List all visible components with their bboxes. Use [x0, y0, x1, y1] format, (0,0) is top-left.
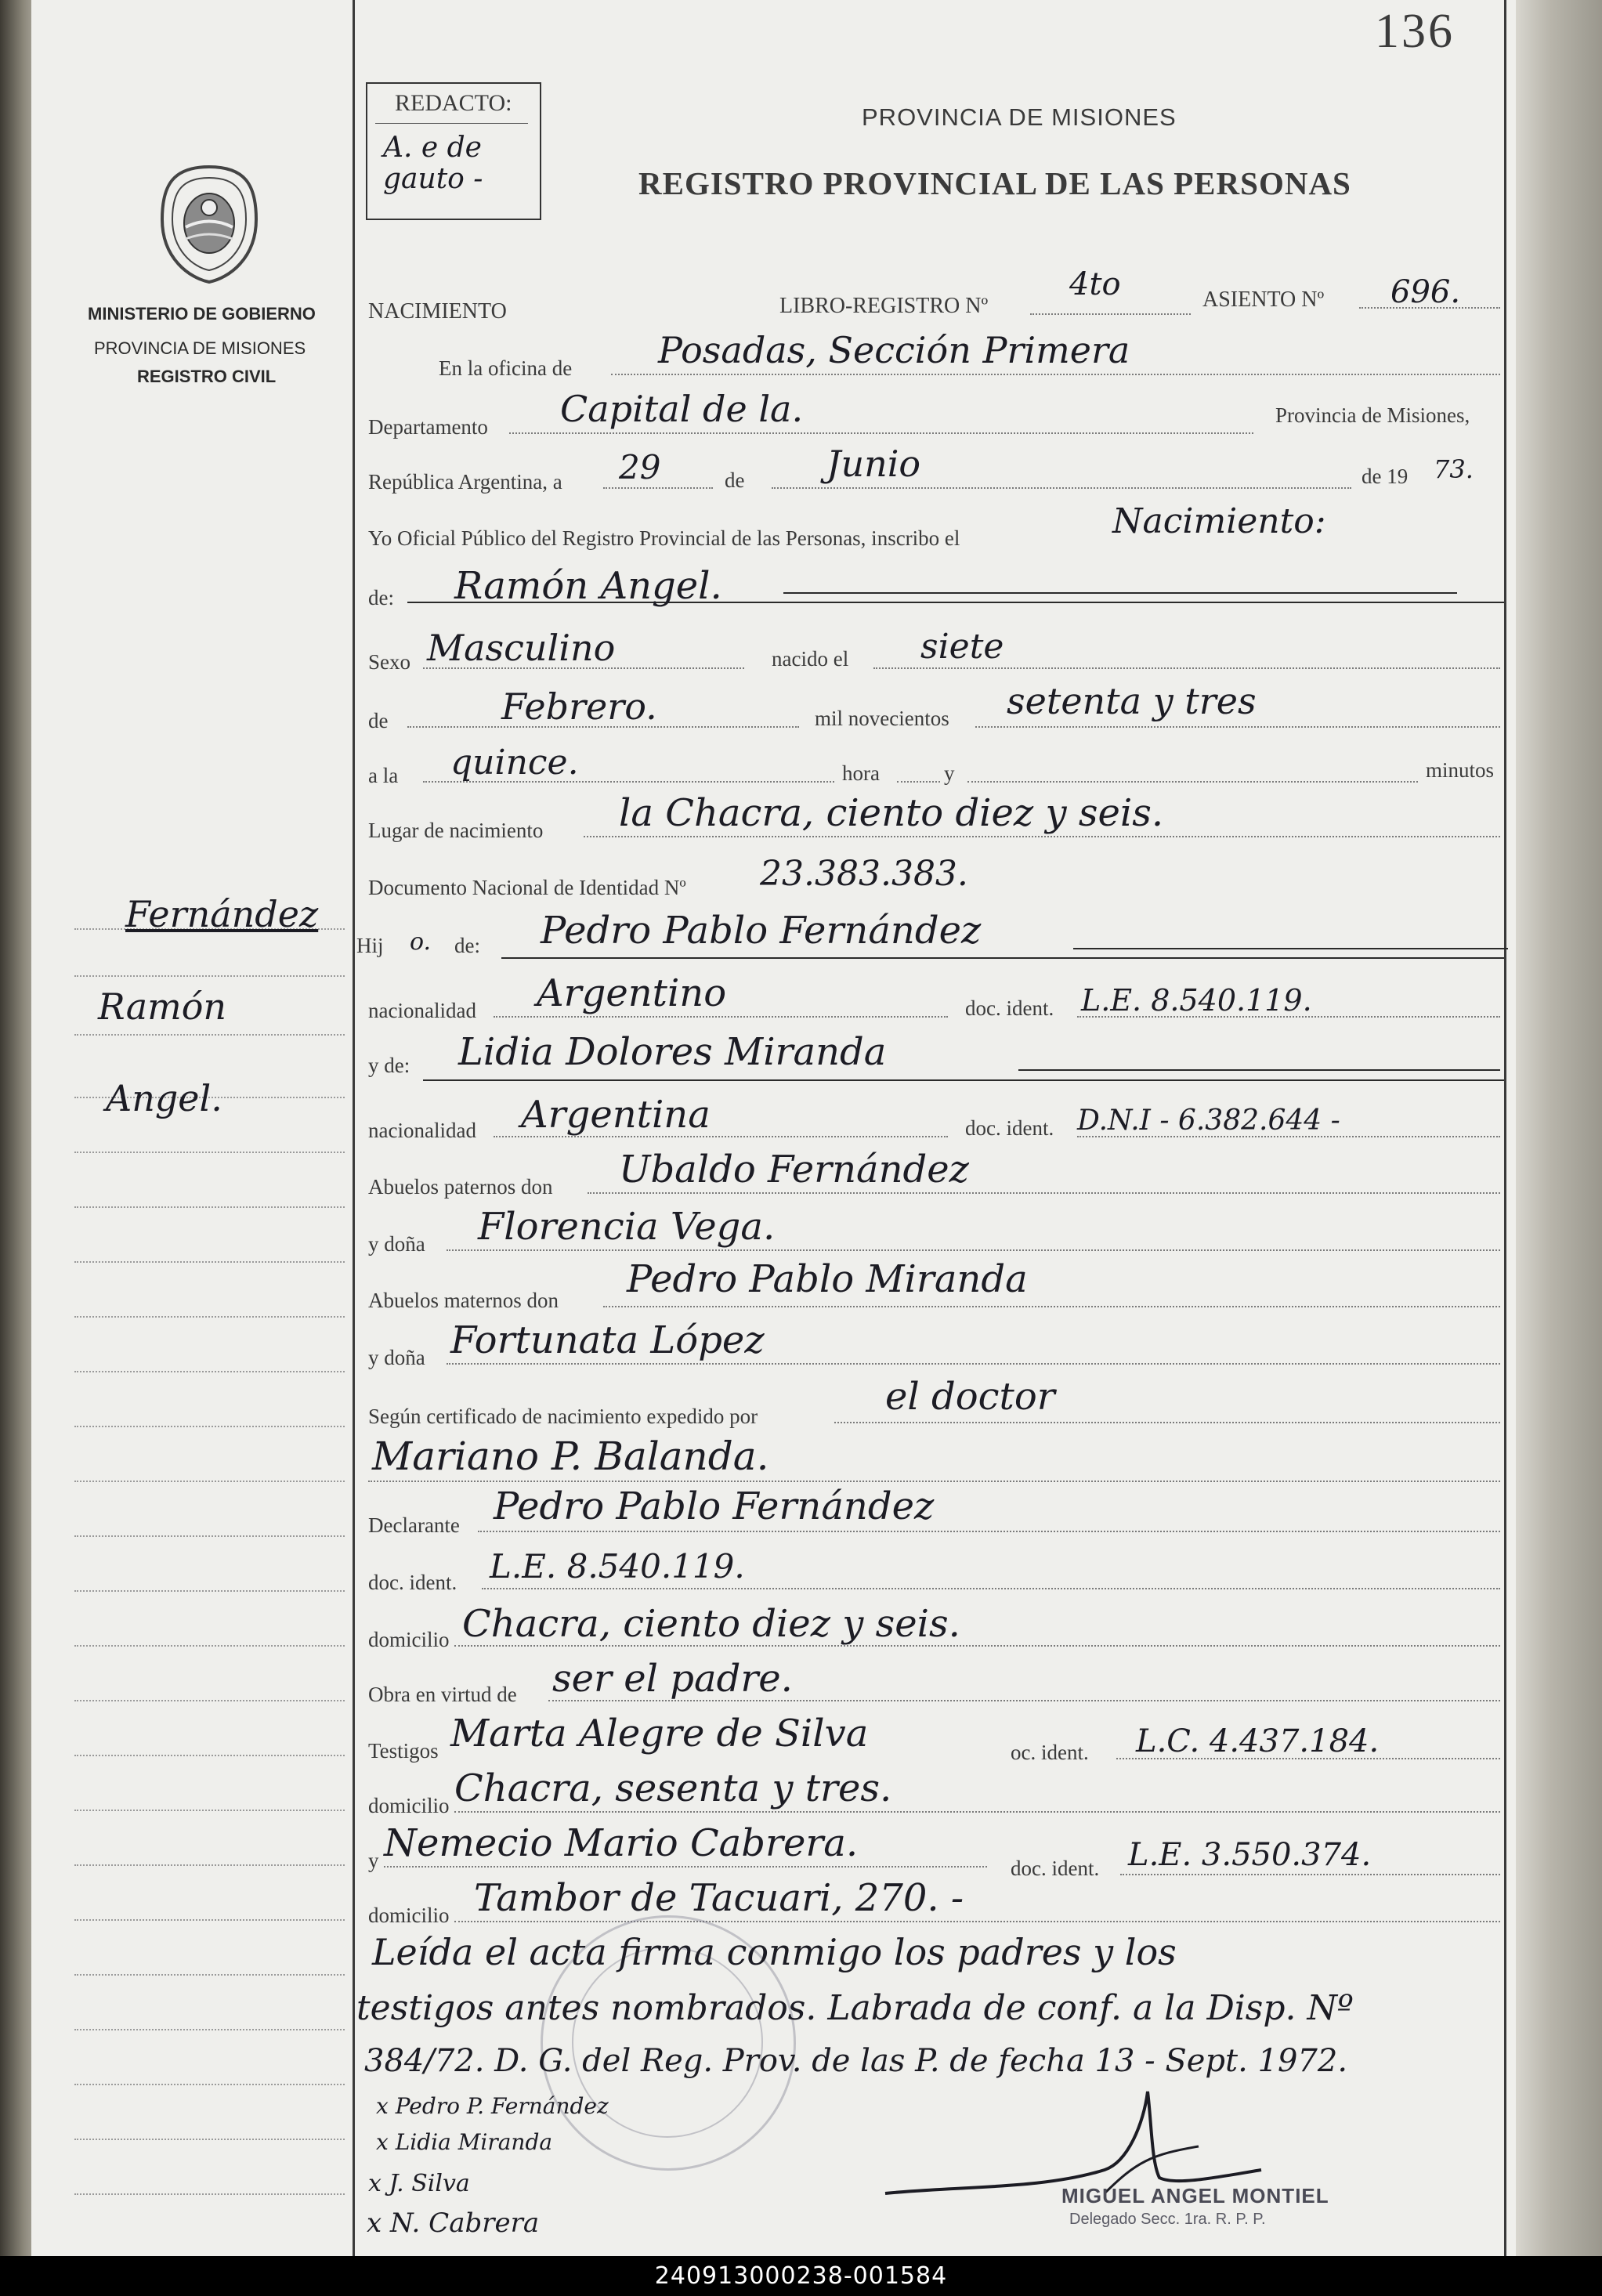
margin-line [74, 2029, 345, 2030]
value-certificado: el doctor [885, 1375, 1055, 1419]
margin-line [74, 1034, 345, 1036]
closing-line1: Leída el acta firma conmigo los padres y los [372, 1931, 1177, 1973]
ministry-line1: MINISTERIO DE GOBIERNO [88, 304, 316, 324]
label-y-dona-mat: y doña [368, 1346, 425, 1369]
label-oficina: En la oficina de [439, 356, 573, 380]
field-line [588, 1192, 1500, 1194]
label-a-la: a la [368, 764, 399, 787]
field-line [384, 1866, 987, 1868]
margin-surname: Fernández [125, 893, 319, 935]
margin-line [74, 2139, 345, 2140]
margin-line [74, 2084, 345, 2085]
label-mil: mil novecientos [815, 707, 949, 730]
registry-heading: REGISTRO PROVINCIAL DE LAS PERSONAS [638, 165, 1351, 201]
margin-line [74, 1206, 345, 1208]
value-mes: Junio [826, 443, 921, 485]
field-line [454, 1921, 1500, 1922]
signature-testigo1: x J. Silva [368, 2170, 470, 2197]
label-doc-ident-decl: doc. ident. [368, 1571, 457, 1594]
label-abuelos-pat: Abuelos paternos don [368, 1175, 553, 1199]
label-hora: hora [842, 761, 880, 785]
value-nac-padre: Argentino [537, 971, 727, 1015]
margin-line [74, 1535, 345, 1537]
label-obra: Obra en virtud de [368, 1683, 517, 1706]
value-doc-padre: L.E. 8.540.119. [1081, 983, 1312, 1018]
label-minutos: minutos [1426, 758, 1495, 782]
label-de: de [725, 468, 745, 492]
page-edges [1516, 0, 1602, 2256]
value-anio-nac: setenta y tres [1007, 680, 1257, 722]
margin-line [74, 1810, 345, 1811]
field-line [1120, 1874, 1500, 1875]
value-obra: ser el padre. [552, 1657, 793, 1701]
value-doc-declarante: L.E. 8.540.119. [490, 1547, 745, 1586]
redacto-note: A. e de gauto - [383, 132, 483, 195]
value-abuelo-pat: Ubaldo Fernández [619, 1148, 969, 1191]
field-line [482, 1588, 1500, 1589]
right-rule [1504, 0, 1506, 2256]
margin-rule [353, 0, 355, 2256]
margin-line [74, 1590, 345, 1592]
official-name: MIGUEL ANGEL MONTIEL [1061, 2184, 1329, 2207]
label-y-testigo2: y [368, 1849, 379, 1872]
label-sexo: Sexo [368, 650, 410, 674]
margin-line [74, 1316, 345, 1318]
label-nacimiento: NACIMIENTO [368, 299, 507, 324]
redacto-box [366, 82, 541, 220]
label-hij-de: de: [454, 934, 480, 957]
field-line [1030, 313, 1191, 315]
margin-line [74, 975, 345, 977]
label-republica: República Argentina, a [368, 470, 562, 494]
label-domicilio-test2: domicilio [368, 1904, 450, 1927]
value-sexo: Masculino [427, 627, 616, 669]
value-declarante: Pedro Pablo Fernández [494, 1484, 935, 1528]
value-doc-test2: L.E. 3.550.374. [1128, 1837, 1372, 1873]
margin-line [74, 1261, 345, 1263]
closing-line2: testigos antes nombrados. Labrada de conf. a la Disp. Nº [356, 1988, 1354, 2028]
signature-madre: x Lidia Miranda [376, 2129, 553, 2155]
field-line [494, 1016, 948, 1018]
official-role: Delegado Secc. 1ra. R. P. P. [1069, 2211, 1266, 2228]
margin-second-name: Angel. [106, 1077, 222, 1119]
closing-line3: 384/72. D. G. del Reg. Prov. de las P. de fecha 13 - Sept. 1972. [364, 2043, 1348, 2079]
label-domicilio-test1: domicilio [368, 1794, 450, 1817]
value-testigo1: Marta Alegre de Silva [450, 1712, 869, 1755]
field-line [447, 1249, 1500, 1251]
label-nacionalidad-padre: nacionalidad [368, 999, 476, 1022]
label-documento: Documento Nacional de Identidad Nº [368, 876, 686, 899]
label-de-colon: de: [368, 586, 394, 609]
value-doc-test1: L.C. 4.437.184. [1136, 1723, 1380, 1759]
ministry-line2: PROVINCIA DE MISIONES [94, 338, 306, 358]
value-nac-madre: Argentina [521, 1093, 711, 1137]
value-tipo: Nacimiento: [1112, 501, 1326, 541]
label-nacionalidad-madre: nacionalidad [368, 1119, 476, 1142]
label-provincia: Provincia de Misiones, [1275, 403, 1470, 427]
value-dom-test1: Chacra, sesenta y tres. [454, 1766, 892, 1810]
field-line [1018, 1069, 1500, 1071]
label-departamento: Departamento [368, 415, 488, 439]
field-line [873, 667, 1500, 669]
label-domicilio-decl: domicilio [368, 1628, 450, 1651]
field-line [783, 592, 1457, 594]
margin-first-name: Ramón [98, 985, 227, 1028]
value-abuelo-mat: Pedro Pablo Miranda [627, 1257, 1028, 1301]
field-line [478, 1531, 1500, 1532]
ministry-line3: REGISTRO CIVIL [137, 367, 277, 386]
value-hora: quince. [450, 743, 579, 783]
label-doc-ident-test2: doc. ident. [1011, 1857, 1100, 1880]
value-departamento: Capital de la. [560, 388, 804, 430]
label-segun: Según certificado de nacimiento expedido por [368, 1405, 758, 1428]
label-hij: Hij [356, 934, 384, 957]
value-dni: 23.383.383. [760, 854, 968, 894]
field-line [423, 1079, 1504, 1081]
margin-line [74, 1700, 345, 1701]
page-number: 136 [1375, 5, 1455, 58]
field-line [834, 1422, 1500, 1423]
label-y-dona-pat: y doña [368, 1232, 425, 1256]
label-lugar: Lugar de nacimiento [368, 819, 544, 842]
label-nacido: nacido el [772, 647, 849, 671]
value-abuela-pat: Florencia Vega. [478, 1205, 776, 1249]
signature-testigo2: x N. Cabrera [367, 2207, 540, 2239]
value-mes-nac: Febrero. [501, 685, 657, 728]
value-dia-nac: siete [920, 627, 1004, 667]
margin-line [74, 1755, 345, 1756]
value-dom-test2: Tambor de Tacuari, 270. - [474, 1876, 964, 1920]
field-line [584, 836, 1500, 837]
value-hij-suffix: o. [410, 928, 432, 956]
label-libro: LIBRO-REGISTRO Nº [779, 294, 989, 318]
margin-line [74, 1481, 345, 1482]
value-madre: Lidia Dolores Miranda [458, 1030, 887, 1074]
label-declarante: Declarante [368, 1513, 460, 1537]
field-line [967, 781, 1418, 783]
value-libro: 4to [1069, 266, 1121, 302]
field-line [509, 432, 1253, 434]
value-certificado2: Mariano P. Balanda. [372, 1434, 769, 1479]
value-oficina: Posadas, Sección Primera [658, 329, 1130, 371]
margin-line [74, 1426, 345, 1427]
margin-line [74, 1645, 345, 1647]
label-testigos: Testigos [368, 1739, 439, 1763]
label-de-year: de 19 [1362, 465, 1409, 488]
field-line [603, 487, 713, 489]
value-anio: 73. [1434, 454, 1474, 484]
label-abuelos-mat: Abuelos maternos don [368, 1289, 559, 1312]
margin-line [74, 1974, 345, 1976]
value-lugar: la Chacra, ciento diez y seis. [619, 791, 1164, 835]
label-de-mes: de [368, 709, 389, 732]
field-line [1073, 948, 1508, 949]
field-line [611, 374, 1500, 375]
seal-emblem-icon [150, 161, 268, 286]
field-line [454, 1811, 1500, 1813]
value-asiento: 696. [1390, 274, 1461, 310]
value-abuela-mat: Fortunata López [450, 1318, 765, 1362]
value-testigo2: Nemecio Mario Cabrera. [384, 1821, 859, 1865]
field-line [975, 726, 1500, 728]
provincial-seal [150, 161, 268, 286]
value-domicilio-decl: Chacra, ciento diez y seis. [462, 1602, 960, 1646]
signature-padre: x Pedro P. Fernández [376, 2093, 609, 2119]
label-doc-ident-madre: doc. ident. [965, 1116, 1054, 1140]
label-asiento: ASIENTO Nº [1202, 287, 1325, 312]
value-nombre: Ramón Angel. [454, 564, 722, 608]
label-y: y [944, 761, 955, 785]
field-line [368, 1481, 1500, 1482]
archive-id: 240913000238-001584 [654, 2262, 948, 2290]
province-heading: PROVINCIA DE MISIONES [862, 103, 1177, 131]
margin-line [74, 2193, 345, 2195]
label-y-de: y de: [368, 1054, 410, 1077]
archive-id-bar [0, 2256, 1602, 2296]
label-oc-ident: oc. ident. [1011, 1741, 1089, 1764]
margin-line [74, 1371, 345, 1372]
value-dia: 29 [619, 448, 661, 486]
redacto-divider [375, 123, 528, 124]
redacto-label: REDACTO: [395, 90, 512, 116]
margin-line [74, 1152, 345, 1153]
field-line [501, 957, 1504, 959]
field-line [447, 1363, 1500, 1365]
label-doc-ident-padre: doc. ident. [965, 996, 1054, 1020]
margin-line [74, 1864, 345, 1866]
field-line [772, 487, 1351, 489]
margin-line [74, 1919, 345, 1921]
value-padre: Pedro Pablo Fernández [541, 909, 982, 953]
field-line [897, 781, 940, 783]
field-line [603, 1306, 1500, 1307]
label-yo-oficial: Yo Oficial Público del Registro Provincial de las Personas, inscribo el [368, 526, 960, 550]
value-doc-madre: D.N.I - 6.382.644 - [1077, 1105, 1340, 1137]
